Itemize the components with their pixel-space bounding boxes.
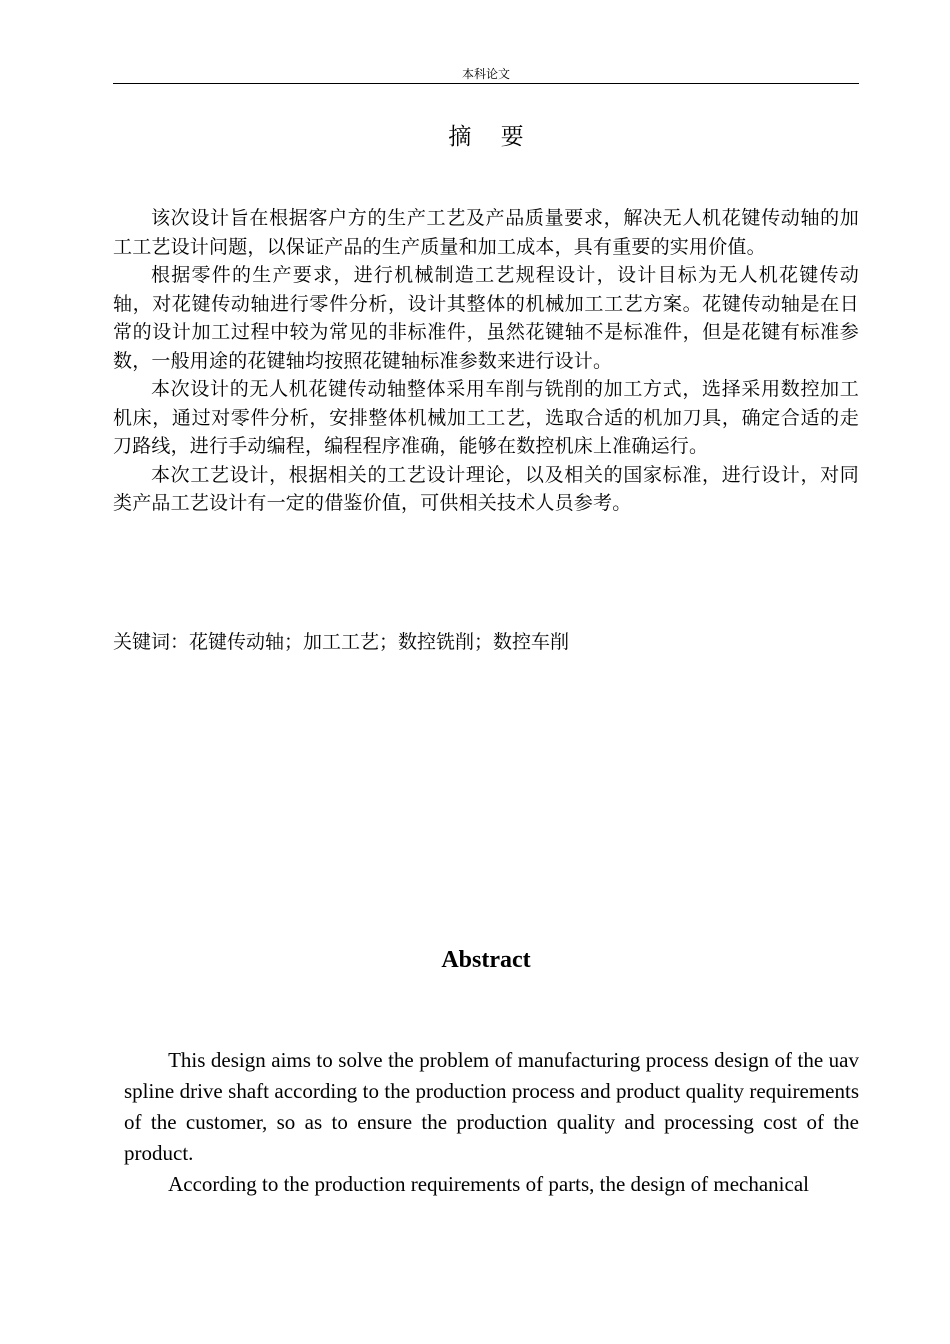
- english-paragraph: According to the production requirements of parts, the design of mechanical: [168, 1172, 809, 1196]
- english-abstract-title: Abstract: [441, 947, 531, 973]
- keywords-label: 关键词：: [113, 631, 190, 653]
- keywords-line: [113, 628, 859, 656]
- chinese-paragraph: 根据零件的生产要求，进行机械制造工艺规程设计，设计目标为无人机花键传动轴，对花键传动轴进行零件分析，设计其整体的机械加工工艺方案。花键传动轴是在日常的设计加工过程中较为常见的非标准件，虽然花键轴不是标准件，但是花键有标准参数，一般用途的花键轴均按照花键轴标准参数来进行设计。: [113, 264, 859, 372]
- chinese-paragraph: 该次设计旨在根据客户方的生产工艺及产品质量要求，解决无人机花键传动轴的加工工艺设计问题，以保证产品的生产质量和加工成本，具有重要的实用价值。: [113, 207, 859, 258]
- chinese-paragraph: 本次设计的无人机花键传动轴整体采用车削与铣削的加工方式，选择采用数控加工机床，通过对零件分析，安排整体机械加工工艺，选取合适的机加刀具，确定合适的走刀路线，进行手动编程，编程程序准确，能够在数控机床上准确运行。: [113, 378, 859, 457]
- page-header: 本科论文: [461, 67, 510, 81]
- header-divider: [113, 83, 859, 84]
- chinese-abstract-title: 摘 要: [448, 124, 524, 150]
- english-abstract-body: [124, 1045, 859, 1200]
- english-paragraph: This design aims to solve the problem of manufacturing process design of the uav spline drive shaft according to the production process and product quality requirements of the customer, so as to ensure the production quality and processing cost of the product.: [124, 1048, 859, 1165]
- chinese-abstract-body: [113, 204, 859, 518]
- chinese-paragraph: 本次工艺设计，根据相关的工艺设计理论，以及相关的国家标准，进行设计，对同类产品工艺设计有一定的借鉴价值，可供相关技术人员参考。: [113, 463, 859, 514]
- keywords-value: 花键传动轴；加工工艺；数控铣削；数控车削: [189, 631, 570, 653]
